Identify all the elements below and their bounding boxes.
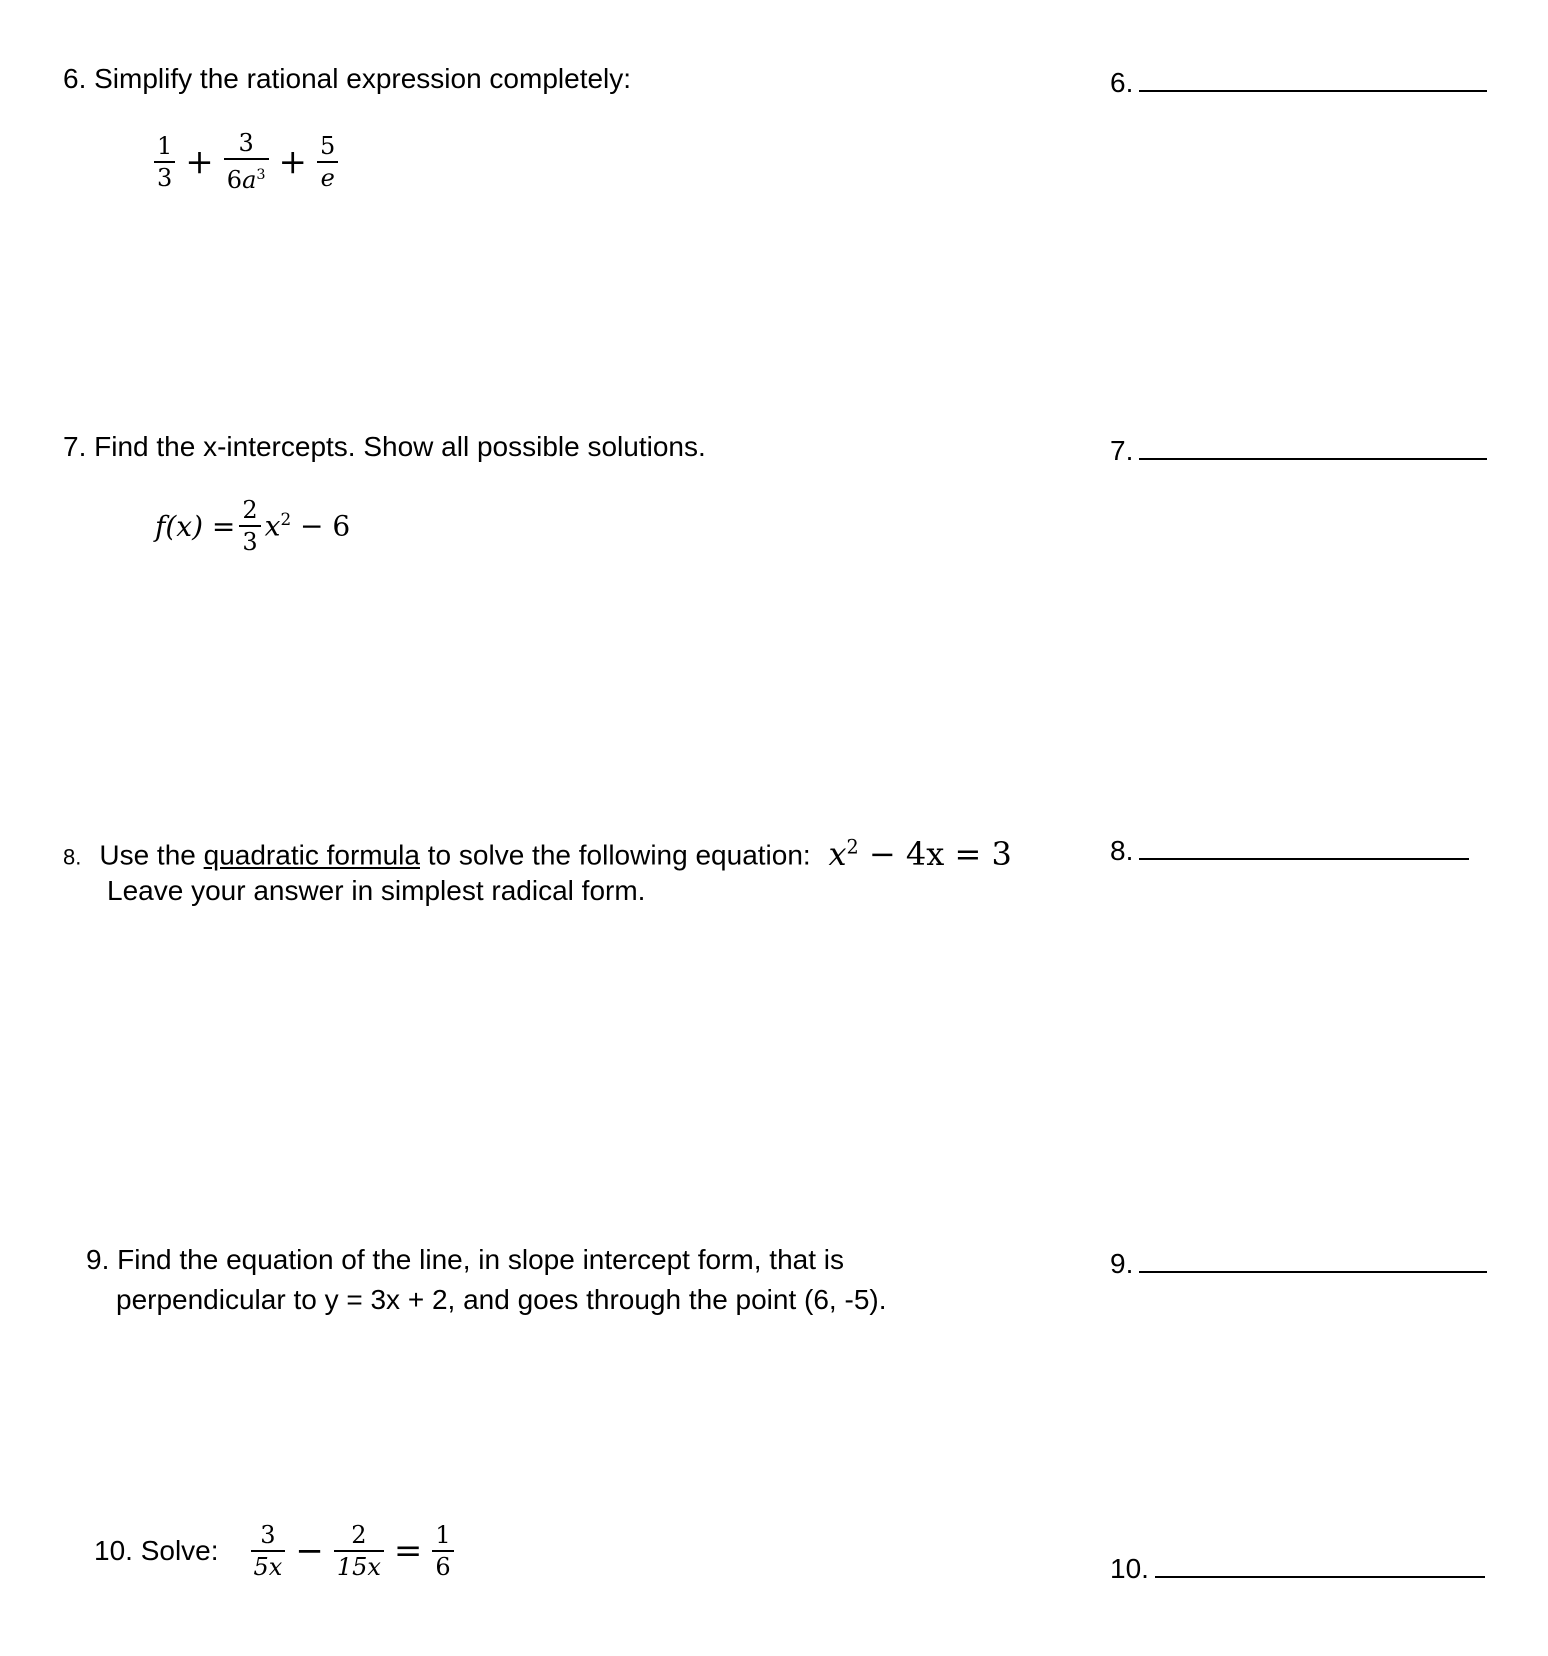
question-10 [94, 1520, 458, 1582]
fraction-left-2 [334, 1520, 384, 1582]
answer-line-6[interactable] [1139, 62, 1487, 92]
denominator: $6a^3$ [226, 166, 266, 194]
denominator: 3 [242, 528, 258, 556]
question-8-prompt [63, 830, 1012, 875]
quadratic-formula-underlined: quadratic formula [203, 839, 420, 871]
fraction-term-1 [154, 131, 175, 193]
question-7-prompt: 7. Find the x-intercepts. Show all possible solutions. [63, 431, 706, 462]
function-rhs: $x^2 - 6$ [264, 509, 351, 543]
answer-label-7: 7. [1110, 435, 1134, 466]
answer-label-6: 6. [1110, 67, 1134, 98]
answer-blank-10[interactable] [1110, 1548, 1485, 1586]
denominator: 15x [336, 1553, 381, 1581]
question-7-expression [155, 495, 350, 557]
numerator: 5 [320, 131, 336, 160]
numerator: 3 [260, 1521, 276, 1549]
answer-label-10: 10. [1110, 1553, 1149, 1584]
answer-label-9: 9. [1110, 1248, 1134, 1279]
answer-blank-6[interactable] [1110, 62, 1487, 100]
numerator: 2 [351, 1521, 367, 1549]
prompt-text: Use the [99, 839, 204, 871]
fraction-coefficient [239, 495, 260, 557]
question-9-line2: perpendicular to y = 3x + 2, and goes through the point (6, -5). [116, 1284, 887, 1315]
answer-line-10[interactable] [1155, 1548, 1485, 1578]
question-10-prompt: 10. Solve: [94, 1535, 219, 1566]
answer-blank-9[interactable] [1110, 1243, 1487, 1281]
fraction-term-3 [317, 131, 338, 193]
question-8-equation: $x^2 - 4x = 3$ [828, 834, 1012, 873]
prompt-text: to solve the following equation: [419, 839, 811, 871]
question-6-prompt: 6. Simplify the rational expression completely: [63, 63, 632, 94]
answer-blank-8[interactable] [1110, 830, 1469, 868]
question-6-expression [150, 128, 342, 195]
answer-label-8: 8. [1110, 835, 1134, 866]
numerator: 1 [435, 1521, 451, 1549]
numerator: 2 [242, 496, 258, 524]
plus-operator: + [185, 141, 214, 182]
answer-line-9[interactable] [1139, 1243, 1487, 1273]
numerator: 1 [157, 131, 173, 160]
question-9-line1: 9. Find the equation of the line, in slope intercept form, that is [86, 1244, 844, 1275]
fraction-left-1 [251, 1520, 286, 1582]
equals-operator: = [393, 1531, 423, 1571]
question-8-number: 8. [63, 844, 82, 870]
function-lhs: f(x) = [155, 509, 236, 543]
denominator: e [320, 163, 335, 192]
plus-operator: + [278, 141, 308, 182]
question-8-line2: Leave your answer in simplest radical form. [107, 875, 646, 906]
minus-operator: − [295, 1531, 324, 1571]
answer-blank-7[interactable] [1110, 430, 1487, 468]
fraction-right [432, 1520, 453, 1582]
answer-line-8[interactable] [1139, 830, 1469, 860]
fraction-term-2 [224, 128, 269, 195]
denominator: 6 [435, 1553, 451, 1581]
numerator: 3 [238, 129, 254, 157]
denominator: 3 [157, 163, 173, 192]
answer-line-7[interactable] [1139, 430, 1487, 460]
denominator: 5x [253, 1553, 283, 1581]
